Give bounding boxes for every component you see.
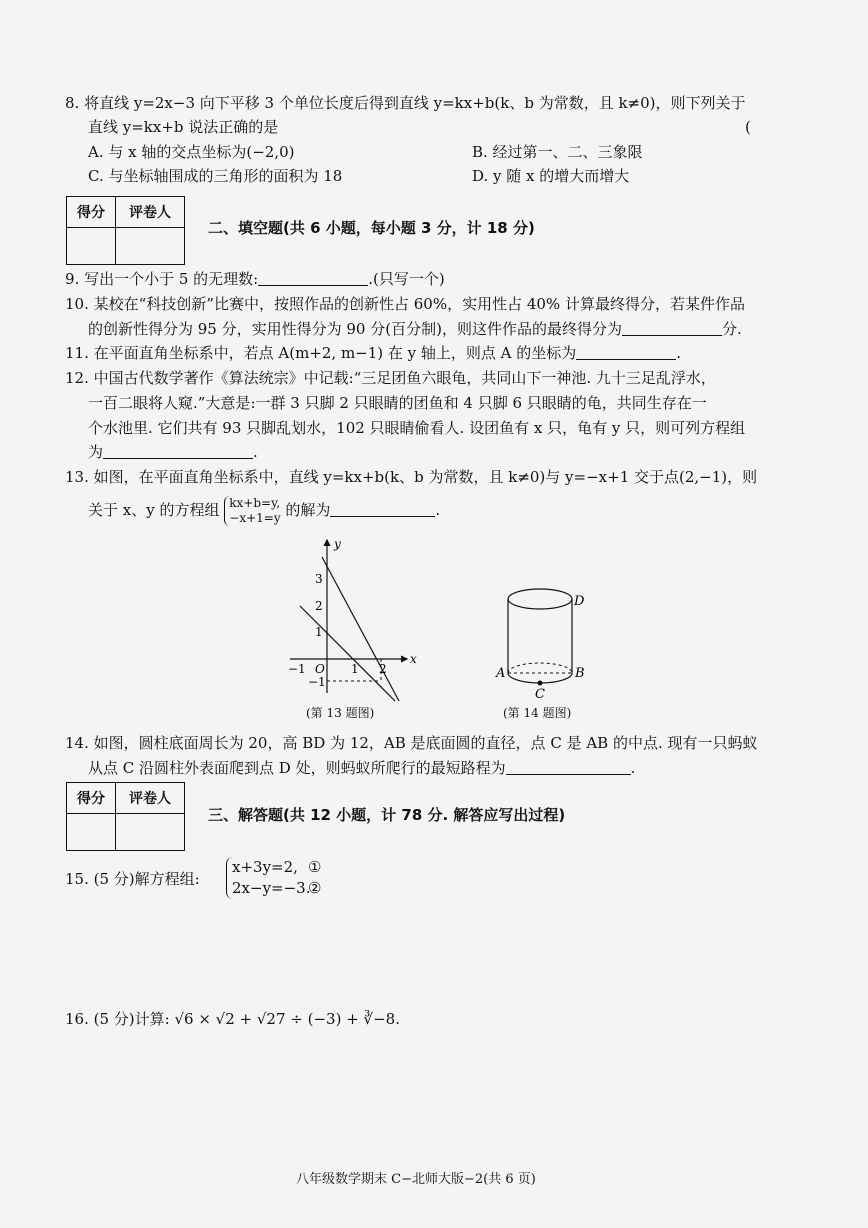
q12-line4 <box>88 441 258 463</box>
label-d: D <box>574 594 585 609</box>
q10-text: 的创新性得分为 95 分，实用性得分为 90 分(百分制)，则这件作品的最终得分为 <box>88 320 622 338</box>
q16-text: 16. (5 分)计算: √6 × √2 + √27 ÷ (−3) + ∛−8. <box>65 1010 400 1028</box>
q15-equation-1: x+3y=2, <box>232 858 298 876</box>
q12-text-after: . <box>253 443 258 461</box>
q11-answer-blank[interactable] <box>576 344 676 360</box>
q12-answer-blank[interactable] <box>103 443 253 459</box>
q15-mark-2: ② <box>308 879 322 897</box>
q8-option-a: A. 与 x 轴的交点坐标为(−2,0) <box>88 143 295 161</box>
x-axis-label: x <box>410 652 417 666</box>
q12-text: 为 <box>88 443 104 461</box>
y-tick-3: 3 <box>315 572 323 586</box>
q13-line2 <box>88 496 440 526</box>
score-box-section3 <box>66 782 185 851</box>
line-kx-plus-b <box>322 557 399 701</box>
q10-line1: 10. 某校在“科技创新”比赛中，按照作品的创新性占 60%，实用性占 40% 计算最终得分，若某件作品 <box>65 295 745 313</box>
q11-line <box>65 342 681 364</box>
q13-line1: 13. 如图，在平面直角坐标系中，直线 y=kx+b(k、b 为常数，且 k≠0)与 y=−x+1 交于点(2,−1)，则 <box>65 468 758 486</box>
q14-text: 从点 C 沿圆柱外表面爬到点 D 处，则蚂蚁所爬行的最短路程为 <box>88 759 506 777</box>
q15-mark-1: ① <box>308 858 322 876</box>
q10-line2 <box>88 318 742 340</box>
section3-heading: 三、解答题(共 12 小题，计 78 分. 解答应写出过程) <box>208 806 566 824</box>
point-c-dot <box>538 681 543 686</box>
q12-line1: 12. 中国古代数学著作《算法统宗》中记载:“三足团鱼六眼龟，共同山下一神池. 九十三足乱浮水， <box>65 369 716 387</box>
grader-label: 评卷人 <box>116 783 185 814</box>
q13-text-end: . <box>435 501 441 519</box>
q13-text: 关于 x、y 的方程组 <box>88 501 220 519</box>
q12-line3: 个水池里. 它们共有 93 只脚乱划水，102 只眼睛偷看人. 设团鱼有 x 只，龟有 y 只，则可列方程组 <box>88 419 746 437</box>
label-c: C <box>535 687 545 702</box>
q12-line2: 一百二眼将人窥.”大意是:一群 3 只脚 2 只眼睛的团鱼和 4 只脚 6 只眼睛的龟，共同生存在一 <box>88 394 707 412</box>
origin-label: O <box>315 662 325 676</box>
q8-option-d: D. y 随 x 的增大而增大 <box>472 167 630 185</box>
q15-text: 15. (5 分)解方程组: <box>65 870 200 888</box>
q8-stem-line1: 8. 将直线 y=2x−3 向下平移 3 个单位长度后得到直线 y=kx+b(k、b 为常数，且 k≠0)，则下列关于 <box>65 94 746 112</box>
cylinder-bottom-back-arc <box>508 663 572 673</box>
q8-answer-paren: ( <box>745 118 751 136</box>
q9-text: 9. 写出一个小于 5 的无理数: <box>65 270 259 288</box>
grader-cell[interactable] <box>116 228 185 265</box>
q13-equation-2: −x+1=y <box>229 511 281 525</box>
figure-14-cylinder <box>495 580 605 705</box>
q15-equation-2: 2x−y=−3. <box>232 879 311 897</box>
label-a: A <box>496 666 506 681</box>
score-label: 得分 <box>67 783 116 814</box>
y-axis-label: y <box>334 537 341 551</box>
q14-line2 <box>88 757 635 779</box>
q11-text: 11. 在平面直角坐标系中，若点 A(m+2, m−1) 在 y 轴上，则点 A 的坐标为 <box>65 344 577 362</box>
q15-equation-system <box>226 857 321 899</box>
q13-answer-blank[interactable] <box>330 501 435 517</box>
grader-label: 评卷人 <box>116 197 185 228</box>
q14-text-after: . <box>630 759 636 777</box>
x-tick-1: 1 <box>351 662 359 676</box>
section2-heading: 二、填空题(共 6 小题，每小题 3 分，计 18 分) <box>208 219 535 237</box>
q14-answer-blank[interactable] <box>506 759 631 775</box>
score-box-section2 <box>66 196 185 265</box>
score-cell[interactable] <box>67 228 116 265</box>
page-footer: 八年级数学期末 C−北师大版−2(共 6 页) <box>296 1172 536 1187</box>
figure-13-caption: (第 13 题图) <box>306 706 375 720</box>
y-tick-1: 1 <box>315 625 323 639</box>
q10-answer-blank[interactable] <box>622 320 722 336</box>
q10-text-after: 分. <box>721 320 742 338</box>
x-tick-2: 2 <box>379 662 387 676</box>
score-label: 得分 <box>67 197 116 228</box>
q8-option-b: B. 经过第一、二、三象限 <box>472 143 643 161</box>
q14-line1: 14. 如图，圆柱底面周长为 20，高 BD 为 12，AB 是底面圆的直径，点 C 是 AB 的中点. 现有一只蚂蚁 <box>65 734 758 752</box>
figure-13-graph <box>282 535 422 705</box>
q13-equation-1: kx+b=y, <box>229 496 281 510</box>
label-b: B <box>575 666 585 681</box>
q9-line <box>65 268 445 290</box>
q8-stem-line2: 直线 y=kx+b 说法正确的是 <box>88 118 279 136</box>
y-tick-2: 2 <box>315 599 323 613</box>
figure-14-caption: (第 14 题图) <box>503 706 572 720</box>
grader-cell[interactable] <box>116 814 185 851</box>
score-cell[interactable] <box>67 814 116 851</box>
q13-equation-system <box>224 496 280 526</box>
x-tick-neg1: −1 <box>288 662 306 676</box>
cylinder-top-ellipse <box>508 589 572 609</box>
q11-text-after: . <box>676 344 682 362</box>
y-tick-neg1: −1 <box>308 675 326 689</box>
q13-text-after: 的解为 <box>285 501 331 519</box>
q8-option-c: C. 与坐标轴围成的三角形的面积为 18 <box>88 167 343 185</box>
q9-answer-blank[interactable] <box>258 270 368 286</box>
q9-text-after: .(只写一个) <box>368 270 445 288</box>
